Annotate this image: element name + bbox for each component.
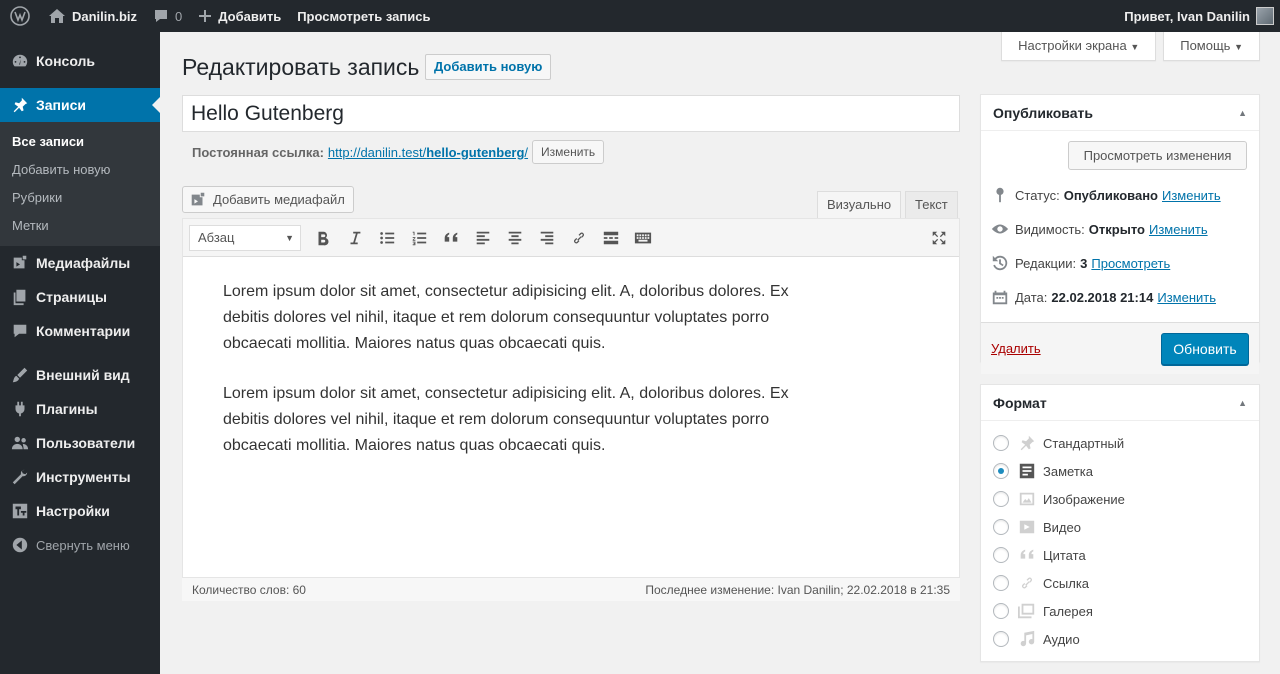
revisions-browse-link[interactable]: Просмотреть: [1091, 255, 1171, 271]
pin-icon: [991, 186, 1009, 204]
add-new-button[interactable]: Добавить новую: [425, 54, 551, 80]
radio-button[interactable]: [993, 547, 1009, 563]
permalink-slug: hello-gutenberg: [426, 144, 525, 160]
editor-content[interactable]: [183, 257, 959, 505]
caret-up-icon[interactable]: ▲: [1238, 107, 1247, 118]
publish-box: [980, 94, 1260, 362]
align-left-button[interactable]: [467, 223, 499, 253]
publish-box-title: Опубликовать: [993, 104, 1093, 121]
post-editor: [182, 218, 960, 601]
visibility-edit-link[interactable]: Изменить: [1148, 221, 1208, 237]
align-right-button[interactable]: [531, 223, 563, 253]
view-post-link[interactable]: [289, 0, 438, 32]
radio-button-checked[interactable]: [993, 463, 1009, 479]
content-paragraph: Lorem ipsum dolor sit amet, consectetur adipisicing elit. A, doloribus dolores. Ex debitis dolores vel nihil, itaque et rem dolorum consequuntur voluptates porro obcaecati mollitia. Maiores natus quas obcaecati quis.: [223, 283, 789, 352]
pages-icon: [10, 287, 30, 307]
date-row: [991, 280, 1249, 314]
tab-visual[interactable]: Визуально: [817, 191, 901, 219]
link-icon: [570, 229, 588, 247]
align-center-button[interactable]: [499, 223, 531, 253]
admin-sidebar: [0, 32, 160, 674]
admin-bar: [0, 0, 1280, 32]
italic-button[interactable]: [339, 223, 371, 253]
format-option-image[interactable]: [993, 485, 1247, 513]
format-option-label: Стандартный: [1043, 435, 1125, 451]
format-option-label: Галерея: [1043, 603, 1093, 619]
users-icon: [10, 433, 30, 453]
radio-button[interactable]: [993, 631, 1009, 647]
publish-box-header[interactable]: [981, 95, 1259, 131]
posts-submenu: [0, 122, 160, 246]
page-title: Редактировать запись: [182, 54, 420, 80]
format-option-label: Заметка: [1043, 463, 1093, 479]
menu-appearance[interactable]: [0, 358, 160, 392]
comment-icon: [10, 321, 30, 341]
bullet-list-icon: [378, 229, 396, 247]
comments-count: 0: [175, 8, 183, 24]
comments-link[interactable]: [145, 0, 190, 32]
toolbar-toggle-button[interactable]: [627, 223, 659, 253]
format-box: [980, 384, 1260, 662]
format-box-title: Формат: [993, 394, 1047, 411]
plugin-icon: [10, 399, 30, 419]
comment-icon: [153, 8, 169, 24]
aside-icon: [1017, 461, 1037, 481]
menu-settings[interactable]: [0, 494, 160, 528]
quote-icon: [1017, 545, 1037, 565]
keyboard-icon: [634, 229, 652, 247]
blockquote-button[interactable]: [435, 223, 467, 253]
permalink-base: http://danilin.test/: [327, 144, 427, 160]
numbered-list-button[interactable]: [403, 223, 435, 253]
revisions-label: Редакции:: [1015, 255, 1077, 271]
editor-status-bar: [182, 577, 960, 601]
site-name: Danilin.biz: [72, 8, 137, 24]
permalink-link[interactable]: [328, 145, 528, 160]
gallery-icon: [1017, 601, 1037, 621]
post-title-input[interactable]: Hello Gutenberg: [182, 95, 960, 132]
fullscreen-icon: [930, 229, 948, 247]
wrench-icon: [10, 467, 30, 487]
greeting: Привет, Ivan Danilin: [1124, 8, 1250, 24]
chevron-down-icon: ▼: [285, 232, 294, 243]
link-icon: [1017, 573, 1037, 593]
fullscreen-button[interactable]: [923, 223, 955, 253]
radio-button[interactable]: [993, 603, 1009, 619]
menu-label: Инструменты: [36, 469, 131, 485]
italic-icon: [346, 229, 364, 247]
date-label: Дата:: [1015, 289, 1048, 305]
word-count: Количество слов: 60: [192, 582, 306, 597]
media-icon: [10, 253, 30, 273]
caret-down-icon: ▼: [1130, 42, 1140, 52]
wordpress-logo-icon[interactable]: [0, 0, 40, 32]
format-option-label: Ссылка: [1043, 575, 1090, 591]
avatar: [1256, 7, 1274, 25]
screen-options-label: Настройки экрана: [1018, 38, 1127, 53]
home-icon: [48, 8, 66, 24]
delete-link[interactable]: Удалить: [991, 341, 1041, 356]
calendar-icon: [991, 288, 1009, 306]
last-edit: Последнее изменение: Ivan Danilin; 22.02.2018 в 21:35: [645, 582, 950, 597]
publish-major-actions: [981, 322, 1259, 374]
pin-icon: [1017, 433, 1037, 453]
menu-label: Пользователи: [36, 435, 136, 451]
menu-label: Записи: [36, 97, 87, 113]
submenu-add-new[interactable]: Добавить новую: [12, 162, 111, 177]
status-value: Опубликовано: [1063, 187, 1158, 203]
revisions-value: 3: [1080, 255, 1088, 271]
menu-plugins[interactable]: [0, 392, 160, 426]
format-option-gallery[interactable]: [993, 597, 1247, 625]
date-value: 22.02.2018 21:14: [1051, 289, 1154, 305]
pin-icon: [10, 95, 30, 115]
status-row: [991, 178, 1249, 212]
permalink-label: Постоянная ссылка:: [192, 144, 324, 160]
add-new-link[interactable]: [190, 0, 289, 32]
image-icon: [1017, 489, 1037, 509]
numbered-list-icon: [410, 229, 428, 247]
plus-icon: [198, 9, 212, 23]
publish-misc: [981, 170, 1259, 314]
format-option-link[interactable]: [993, 569, 1247, 597]
menu-label: Внешний вид: [36, 367, 130, 383]
dashboard-icon: [10, 51, 30, 71]
content-paragraph: Lorem ipsum dolor sit amet, consectetur adipisicing elit. A, doloribus dolores. Ex debitis dolores vel nihil, itaque et rem dolorum consequuntur voluptates porro obcaecati mollitia. Maiores natus quas obcaecati quis.: [223, 385, 789, 454]
align-left-icon: [474, 229, 492, 247]
add-label: Добавить: [218, 8, 282, 24]
add-media-label: Добавить медиафайл: [213, 192, 345, 207]
submenu-tags[interactable]: Метки: [12, 218, 49, 233]
bold-icon: [314, 229, 332, 247]
format-option-label: Изображение: [1043, 491, 1125, 507]
collapse-menu-button[interactable]: [0, 528, 160, 562]
site-name-link[interactable]: [40, 0, 145, 32]
video-icon: [1017, 517, 1037, 537]
collapse-icon: [10, 535, 30, 555]
help-button[interactable]: [1163, 32, 1260, 61]
menu-comments[interactable]: [0, 314, 160, 348]
radio-button[interactable]: [993, 519, 1009, 535]
account-menu[interactable]: [1116, 0, 1280, 32]
format-option-aside[interactable]: [993, 457, 1247, 485]
read-more-button[interactable]: [595, 223, 627, 253]
history-icon: [991, 254, 1009, 272]
format-options: [981, 421, 1259, 661]
bullet-list-button[interactable]: [371, 223, 403, 253]
help-label: Помощь: [1180, 38, 1231, 53]
format-option-label: Аудио: [1043, 631, 1080, 647]
menu-label: Свернуть меню: [36, 537, 130, 553]
publish-minor-actions: [981, 131, 1259, 170]
menu-dashboard[interactable]: [0, 44, 160, 78]
permalink-edit-button[interactable]: Изменить: [532, 140, 604, 164]
menu-users[interactable]: [0, 426, 160, 460]
format-option-quote[interactable]: [993, 541, 1247, 569]
align-center-icon: [506, 229, 524, 247]
format-option-label: Цитата: [1043, 547, 1086, 563]
add-media-button[interactable]: [182, 186, 354, 213]
preview-changes-button[interactable]: Просмотреть изменения: [1068, 141, 1247, 170]
editor-toolbar: [183, 219, 959, 257]
view-post-label: Просмотреть запись: [297, 8, 431, 24]
submenu-categories[interactable]: Рубрики: [12, 190, 63, 205]
insert-link-button[interactable]: [563, 223, 595, 253]
status-edit-link[interactable]: Изменить: [1162, 187, 1221, 203]
menu-label: Страницы: [36, 289, 107, 305]
status-label: Статус:: [1015, 187, 1060, 203]
align-right-icon: [538, 229, 556, 247]
update-button[interactable]: Обновить: [1161, 333, 1249, 365]
format-option-audio[interactable]: [993, 625, 1247, 653]
permalink: [192, 140, 604, 164]
menu-posts[interactable]: [0, 88, 160, 122]
settings-icon: [10, 501, 30, 521]
format-box-header[interactable]: [981, 385, 1259, 421]
menu-label: Плагины: [36, 401, 98, 417]
visibility-row: [991, 212, 1249, 246]
read-more-icon: [602, 229, 620, 247]
revisions-row: [991, 246, 1249, 280]
media-icon: [189, 191, 207, 209]
tab-text[interactable]: Текст: [905, 191, 958, 219]
submenu-all-posts[interactable]: Все записи: [12, 134, 85, 149]
radio-button[interactable]: [993, 575, 1009, 591]
screen-options-button[interactable]: [1001, 32, 1156, 61]
permalink-tail: /: [524, 144, 529, 160]
brush-icon: [10, 365, 30, 385]
menu-label: Комментарии: [36, 323, 131, 339]
radio-button[interactable]: [993, 435, 1009, 451]
visibility-value: Открыто: [1088, 221, 1145, 237]
menu-tools[interactable]: [0, 460, 160, 494]
paragraph-format-select[interactable]: [189, 225, 301, 251]
menu-label: Медиафайлы: [36, 255, 131, 271]
visibility-label: Видимость:: [1015, 221, 1085, 237]
music-note-icon: [1017, 629, 1037, 649]
bold-button[interactable]: [307, 223, 339, 253]
date-edit-link[interactable]: Изменить: [1157, 289, 1216, 305]
format-option-label: Видео: [1043, 519, 1081, 535]
format-option-standard[interactable]: [993, 429, 1247, 457]
screen-meta-links: [1001, 32, 1280, 61]
menu-media[interactable]: [0, 246, 160, 280]
caret-down-icon: ▼: [1234, 42, 1243, 52]
caret-up-icon[interactable]: ▲: [1238, 397, 1247, 408]
menu-label: Консоль: [36, 53, 96, 69]
radio-button[interactable]: [993, 491, 1009, 507]
menu-label: Настройки: [36, 503, 110, 519]
eye-icon: [991, 220, 1009, 238]
main-content: [160, 32, 1280, 674]
menu-pages[interactable]: [0, 280, 160, 314]
format-select-value: Абзац: [198, 230, 235, 245]
quote-icon: [442, 229, 460, 247]
format-option-video[interactable]: [993, 513, 1247, 541]
